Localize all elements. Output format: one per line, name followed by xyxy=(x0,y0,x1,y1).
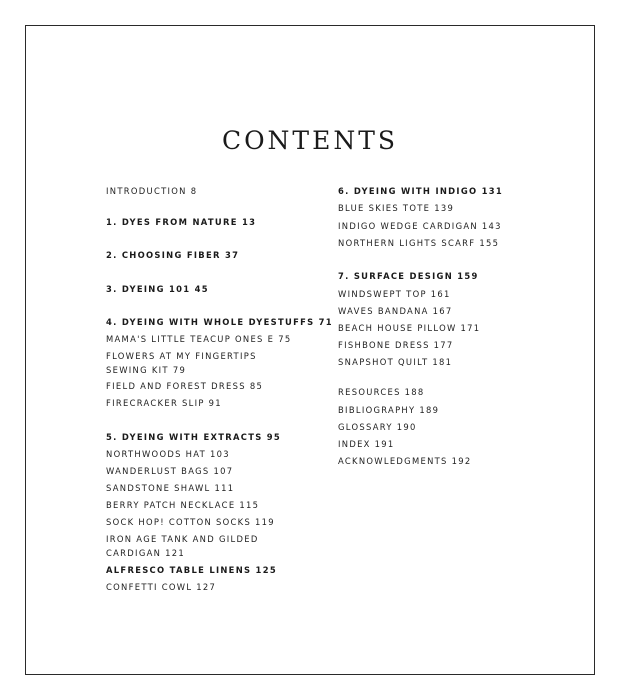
page-frame xyxy=(25,25,595,675)
toc-chapter-6: 6. DYEING WITH INDIGO 131 xyxy=(338,186,504,196)
toc-project-field-forest-dress: FIELD AND FOREST DRESS 85 xyxy=(106,381,264,391)
toc-chapter-7: 7. SURFACE DESIGN 159 xyxy=(338,271,479,281)
toc-index: INDEX 191 xyxy=(338,439,395,449)
toc-project-indigo-wedge-cardigan: INDIGO WEDGE CARDIGAN 143 xyxy=(338,221,502,231)
toc-project-blue-skies-tote: BLUE SKIES TOTE 139 xyxy=(338,203,455,213)
toc-entry-introduction: INTRODUCTION 8 xyxy=(106,186,198,196)
toc-project-berry-patch-necklace: BERRY PATCH NECKLACE 115 xyxy=(106,500,260,510)
toc-project-northern-lights-scarf: NORTHERN LIGHTS SCARF 155 xyxy=(338,238,500,248)
toc-project-flowers-sewing-kit: FLOWERS AT MY FINGERTIPS SEWING KIT 79 xyxy=(106,351,257,375)
toc-project-sock-hop-socks: SOCK HOP! COTTON SOCKS 119 xyxy=(106,517,275,527)
toc-resources: RESOURCES 188 xyxy=(338,387,425,397)
toc-chapter-2: 2. CHOOSING FIBER 37 xyxy=(106,250,240,260)
toc-project-fishbone-dress: FISHBONE DRESS 177 xyxy=(338,340,454,350)
page-title: CONTENTS xyxy=(221,126,399,155)
toc-project-alfresco-table-linens: ALFRESCO TABLE LINENS 125 xyxy=(106,565,277,575)
toc-project-northwoods-hat: NORTHWOODS HAT 103 xyxy=(106,449,230,459)
toc-project-waves-bandana: WAVES BANDANA 167 xyxy=(338,306,453,316)
toc-chapter-5: 5. DYEING WITH EXTRACTS 95 xyxy=(106,432,282,442)
toc-project-snapshot-quilt: SNAPSHOT QUILT 181 xyxy=(338,357,453,367)
toc-chapter-1: 1. DYES FROM NATURE 13 xyxy=(106,217,257,227)
toc-chapter-3: 3. DYEING 101 45 xyxy=(106,284,209,294)
toc-project-wanderlust-bags: WANDERLUST BAGS 107 xyxy=(106,466,234,476)
toc-chapter-4: 4. DYEING WITH WHOLE DYESTUFFS 71 xyxy=(106,317,333,327)
toc-project-firecracker-slip: FIRECRACKER SLIP 91 xyxy=(106,398,222,408)
toc-project-beach-house-pillow: BEACH HOUSE PILLOW 171 xyxy=(338,323,481,333)
toc-project-mamas-little-teacup: MAMA'S LITTLE TEACUP ONES E 75 xyxy=(106,334,292,344)
toc-project-sandstone-shawl: SANDSTONE SHAWL 111 xyxy=(106,483,235,493)
toc-glossary: GLOSSARY 190 xyxy=(338,422,417,432)
toc-project-iron-age-tank: IRON AGE TANK AND GILDED CARDIGAN 121 xyxy=(106,534,259,558)
toc-acknowledgments: ACKNOWLEDGMENTS 192 xyxy=(338,456,472,466)
toc-project-confetti-cowl: CONFETTI COWL 127 xyxy=(106,582,217,592)
toc-bibliography: BIBLIOGRAPHY 189 xyxy=(338,405,440,415)
toc-project-windswept-top: WINDSWEPT TOP 161 xyxy=(338,289,451,299)
